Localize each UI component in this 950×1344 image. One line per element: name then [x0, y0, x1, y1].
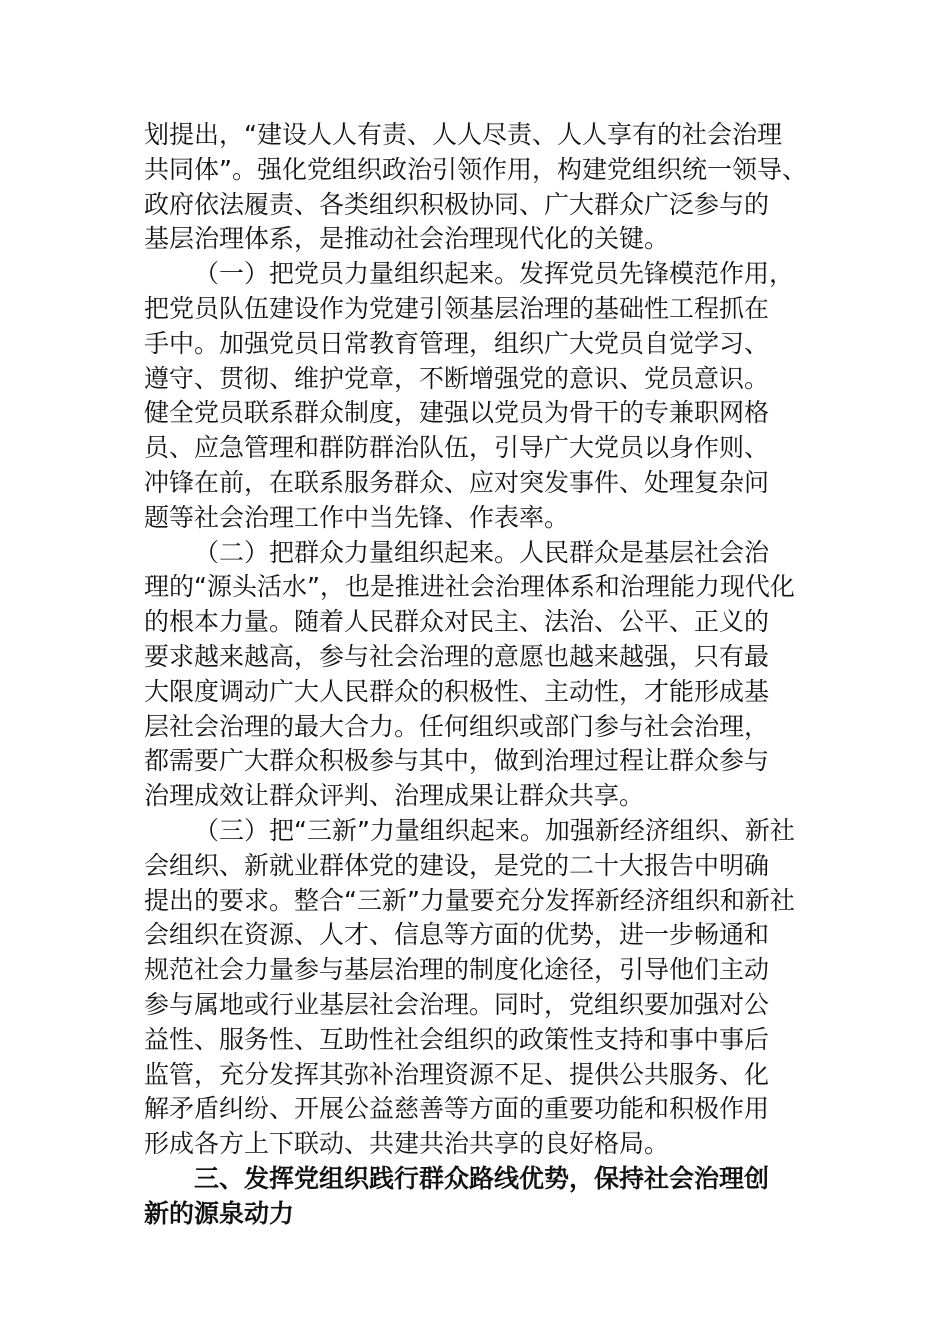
text-line: 划提出，“建设人人有责、人人尽责、人人享有的社会治理 [144, 120, 782, 149]
section-1-paragraph [144, 257, 814, 535]
heading-line: 三、发挥党组织践行群众路线优势，保持社会治理创 [194, 1163, 770, 1193]
text-line: 手中。加强党员日常教育管理，组织广大党员自觉学习、 [144, 328, 770, 358]
text-line: 都需要广大群众积极参与其中，做到治理过程让群众参与 [144, 746, 770, 776]
text-line: 益性、服务性、互助性社会组织的政策性支持和事中事后 [144, 1024, 770, 1054]
text-line: 大限度调动广大人民群众的积极性、主动性，才能形成基 [144, 676, 770, 706]
intro-paragraph [144, 118, 814, 257]
section-heading-3 [144, 1162, 814, 1232]
text-line: 要求越来越高，参与社会治理的意愿也越来越强，只有最 [144, 641, 770, 671]
text-line: 解矛盾纠纷、开展公益慈善等方面的重要功能和积极作用 [144, 1094, 770, 1124]
text-line: 理的“源头活水”，也是推进社会治理体系和治理能力现代化 [144, 572, 795, 602]
text-line: 参与属地或行业基层社会治理。同时，党组织要加强对公 [144, 989, 770, 1019]
text-line: 遵守、贯彻、维护党章，不断增强党的意识、党员意识。 [144, 363, 770, 393]
text-line: 员、应急管理和群防群治队伍，引导广大党员以身作则、 [144, 433, 770, 463]
heading-line: 新的源泉动力 [144, 1198, 295, 1228]
text-line: 基层治理体系，是推动社会治理现代化的关键。 [144, 224, 670, 254]
text-line: 监管，充分发挥其弥补治理资源不足、提供公共服务、化 [144, 1059, 770, 1089]
text-line: 题等社会治理工作中当先锋、作表率。 [144, 502, 570, 532]
text-line: 治理成效让群众评判、治理成果让群众共享。 [144, 781, 645, 811]
text-line: 把党员队伍建设作为党建引领基层治理的基础性工程抓在 [144, 293, 770, 323]
text-line: 健全党员联系群众制度，建强以党员为骨干的专兼职网格 [144, 398, 770, 428]
text-line: 政府依法履责、各类组织积极协同、广大群众广泛参与的 [144, 189, 770, 219]
text-line: （二）把群众力量组织起来。人民群众是基层社会治 [194, 537, 770, 567]
text-line: （一）把党员力量组织起来。发挥党员先锋模范作用， [194, 259, 795, 289]
section-3-paragraph [144, 814, 814, 1162]
text-line: 会组织在资源、人才、信息等方面的优势，进一步畅通和 [144, 920, 770, 950]
text-line: 的根本力量。随着人民群众对民主、法治、公平、正义的 [144, 607, 770, 637]
section-2-paragraph [144, 536, 814, 814]
document-body [144, 118, 814, 1232]
text-line: 提出的要求。整合“三新”力量要充分发挥新经济组织和新社 [144, 885, 795, 915]
text-line: 会组织、新就业群体党的建设，是党的二十大报告中明确 [144, 850, 770, 880]
text-line: 冲锋在前，在联系服务群众、应对突发事件、处理复杂问 [144, 467, 770, 497]
text-line: 共同体”。强化党组织政治引领作用，构建党组织统一领导、 [144, 154, 807, 184]
text-line: 层社会治理的最大合力。任何组织或部门参与社会治理， [144, 711, 770, 741]
text-line: （三）把“三新”力量组织起来。加强新经济组织、新社 [194, 815, 795, 845]
text-line: 形成各方上下联动、共建共治共享的良好格局。 [144, 1129, 670, 1159]
text-line: 规范社会力量参与基层治理的制度化途径，引导他们主动 [144, 955, 770, 985]
